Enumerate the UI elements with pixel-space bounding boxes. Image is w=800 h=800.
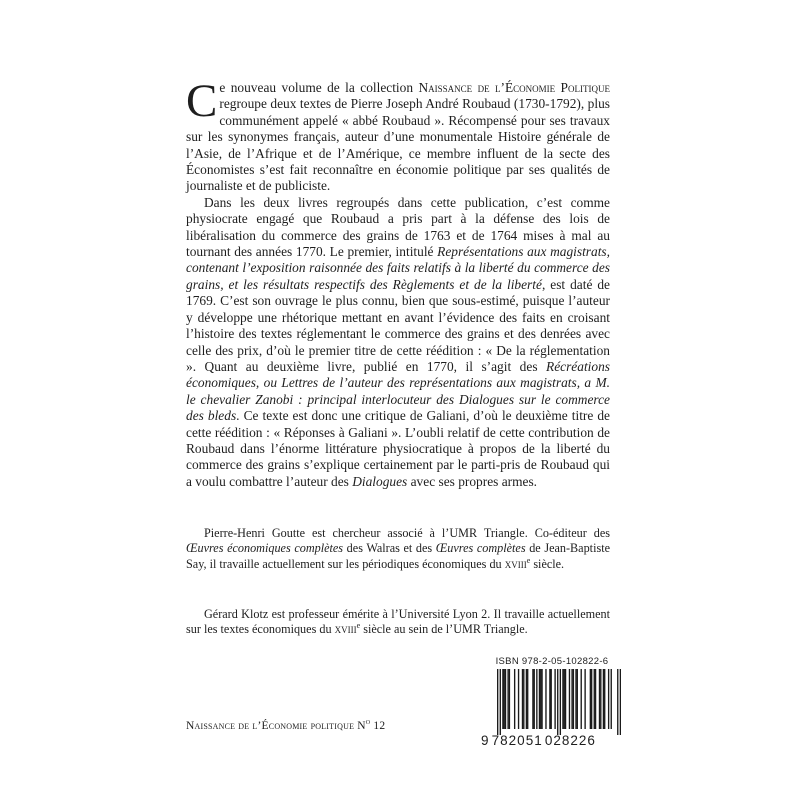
book-title-dialogues: Dialogues — [352, 473, 408, 489]
bio-goutte-century: xviii — [504, 556, 527, 571]
bio-klotz-text-b: siècle au sein de l’UMR Triangle. — [360, 622, 528, 637]
paragraph-intro — [186, 75, 610, 195]
books-text-d: avec ses propres armes. — [407, 473, 538, 489]
barcode-bar — [554, 669, 555, 729]
barcode-bar — [611, 669, 612, 729]
barcode-bar — [504, 669, 505, 729]
barcode-bar — [526, 669, 527, 729]
barcode-bar — [608, 669, 609, 729]
books-text-b: , est daté de 1769. C’est son ouvrage le plus connu, bien que sous-estimé, puisque l’auteur y développe une rhétorique mettant en avant l’évidence des faits en croisant l’histoire des textes réglementant le commerce des grains et des denrées avec celle des prix, d’où le premier titre de cette réédition : « De la réglementation ». Quant au deuxième livre, publié en 1770, il s’agit des — [186, 276, 610, 374]
bio-klotz-text-a: Gérard Klotz est professeur émérite à l’Université Lyon 2. Il travaille actuellement sur les textes économiques du — [186, 607, 610, 637]
barcode-bar — [527, 669, 528, 729]
intro-text-start: e nouveau volume de la collection — [219, 80, 419, 95]
barcode-bar — [532, 669, 533, 729]
barcode-bar — [564, 669, 565, 729]
ean-right-digits: 028226 — [544, 733, 596, 748]
barcode-bar — [514, 669, 515, 729]
barcode-bar — [541, 669, 542, 729]
bio-goutte-text-d: siècle. — [530, 556, 565, 571]
bio-goutte-century-sup: e — [526, 555, 531, 565]
barcode-bar — [540, 669, 541, 729]
barcode-bar — [581, 669, 582, 729]
bio-goutte-title-a: Œuvres économiques complètes — [186, 541, 344, 556]
barcode-bar — [539, 669, 540, 729]
barcode-bar — [600, 669, 601, 729]
ean-lead-digit: 9 — [481, 733, 490, 748]
ean-left-digits: 782051 — [491, 733, 543, 748]
barcode-bar — [502, 669, 503, 729]
barcode — [497, 669, 621, 735]
barcode-bar — [497, 669, 498, 735]
bio-klotz-century: xviii — [334, 622, 357, 637]
barcode-bar — [571, 669, 572, 729]
barcode-bar — [557, 669, 558, 735]
barcode-bar — [575, 669, 576, 729]
books-text-c: . Ce texte est donc une critique de Galiani, d’où le deuxième titre de cette réédition : « Réponses à Galiani ». L’oubli relatif de cette contribution de Roubaud dans l’énorme littérature physiocratique à propos de la liberté du commerce des grains s’explique certainement par le parti-pris de Roubaud qui a voulu combattre l’auteur des — [186, 408, 611, 489]
bio-goutte-text-a: Pierre-Henri Goutte est chercheur associé à l’UMR Triangle. Co-éditeur des — [204, 526, 610, 540]
main-text — [186, 75, 611, 490]
barcode-bar — [534, 669, 535, 729]
series-number-sup: o — [365, 717, 371, 727]
books-text-a: Dans les deux livres regroupés dans cette publication, c’est comme physiocrate engagé que Roubaud a pris part à la défense des lois de libéralisation du commerce des grains de 1763 et de 1764 mises à mal au tournant des années 1770. Le premier, intitulé — [186, 194, 610, 260]
barcode-bar — [509, 669, 510, 729]
barcode-bar — [545, 669, 546, 729]
series-number-prefix: N — [357, 720, 366, 732]
barcode-bar — [617, 669, 618, 735]
barcode-bar — [569, 669, 570, 729]
barcode-bar — [591, 669, 592, 729]
barcode-bar — [595, 669, 596, 729]
barcode-bar — [603, 669, 604, 729]
bio-goutte-text-b: des Walras et des — [343, 541, 436, 556]
barcode-bar — [620, 669, 621, 735]
barcode-bar — [536, 669, 537, 729]
series-footer — [186, 717, 386, 732]
barcode-bar — [523, 669, 524, 729]
isbn-label: ISBN 978-2-05-102822-6 — [495, 656, 609, 667]
barcode-bar — [562, 669, 563, 729]
ean-digits — [481, 733, 623, 748]
book-title-representations: Représentations aux magistrats, contenant l’exposition raisonnée des faits relatifs à la liberté du commerce des grains, et les résultats respectifs des Règlements et de la liberté — [186, 244, 610, 292]
barcode-bar — [551, 669, 552, 729]
barcode-bar — [604, 669, 605, 729]
barcode-bar — [599, 669, 600, 729]
barcode-bar — [522, 669, 523, 729]
barcode-bar — [590, 669, 591, 729]
barcode-bar — [560, 669, 561, 735]
drop-cap: C — [186, 75, 218, 127]
bio-klotz — [186, 607, 610, 638]
barcode-bar — [584, 669, 585, 729]
barcode-bars — [497, 669, 621, 735]
barcode-bar — [594, 669, 595, 729]
barcode-bar — [507, 669, 508, 729]
barcode-bar — [518, 669, 519, 729]
barcode-bar — [505, 669, 506, 729]
bio-goutte-title-b: Œuvres complètes — [435, 541, 526, 556]
collection-name: Naissance de l’Économie Politique — [418, 80, 610, 95]
intro-text-rest: regroupe deux textes de Pierre Joseph André Roubaud (1730-1792), plus communément appelé « abbé Roubaud ». Récompensé pour ses travaux sur les synonymes français, auteur d’une monumentale Histoire générale de l’Asie, de l’Afrique et de l’Amérique, ce membre influent de la secte des Économistes s’est fait reconnaître en économie politique par ses qualités de journaliste et de publiciste. — [186, 96, 610, 194]
barcode-bar — [565, 669, 566, 729]
barcode-bar — [573, 669, 574, 729]
bio-goutte — [186, 526, 610, 572]
series-number: 12 — [373, 720, 386, 732]
paragraph-books — [186, 195, 610, 490]
series-title: Naissance de l’Économie politique — [186, 720, 355, 732]
barcode-bar — [549, 669, 550, 729]
barcode-bar — [577, 669, 578, 729]
bio-goutte-text-c: de Jean-Baptiste Say, il travaille actuellement sur les périodiques économiques du — [186, 541, 610, 571]
bio-klotz-century-sup: e — [356, 621, 361, 631]
barcode-bar — [500, 669, 501, 735]
book-title-recreations: Récréations économiques, ou Lettres de l’auteur des représentations aux magistrats, a M. le chevalier Zanobi : principal interlocuteur des Dialogues sur le commerce des bleds — [186, 358, 610, 424]
